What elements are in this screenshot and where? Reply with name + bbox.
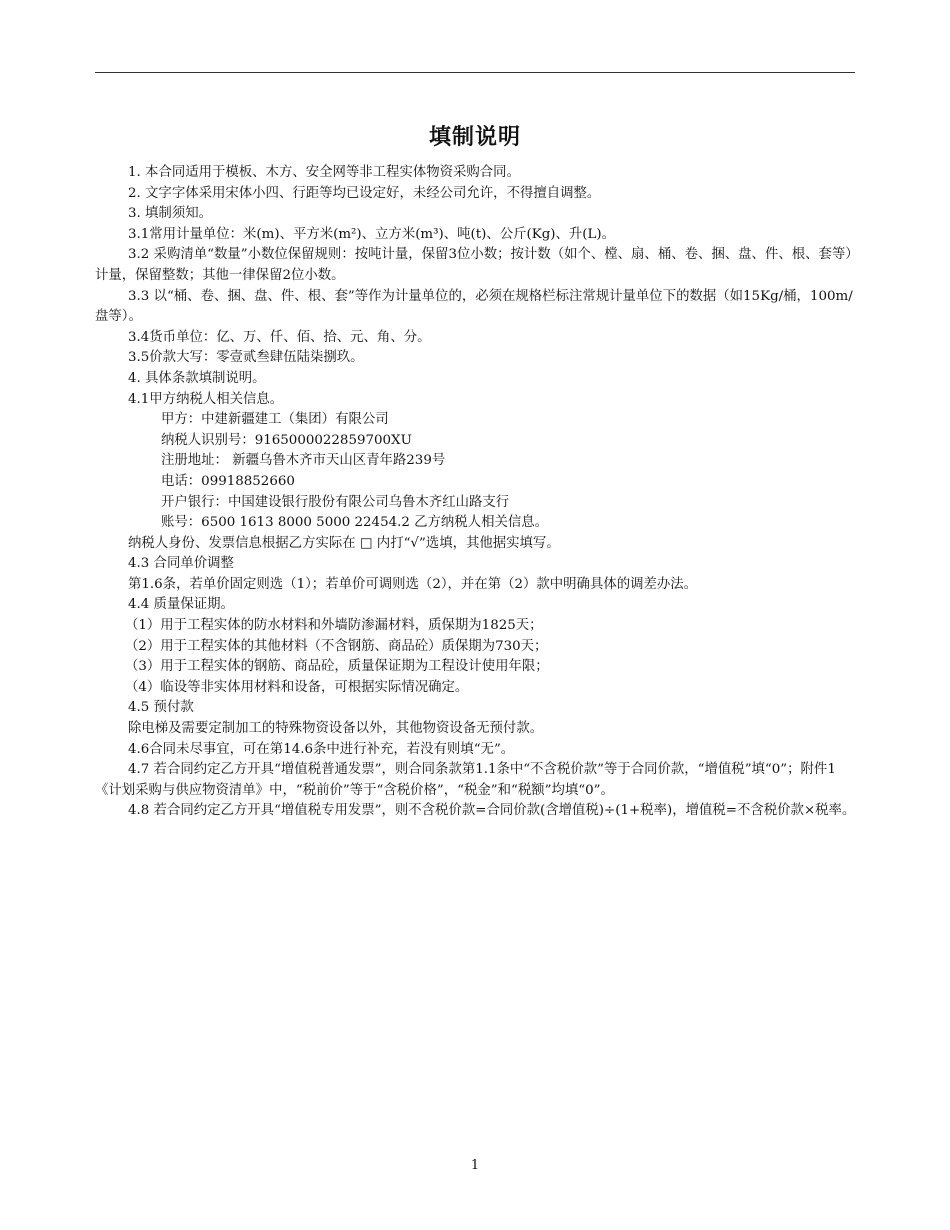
item-3-1: 3.1常用计量单位：米(m)、平方米(m²)、立方米(m³)、吨(t)、公斤(Kg)、升(L)。 [128, 226, 616, 242]
item-2: 2. 文字字体采用宋体小四、行距等均已设定好，未经公司允许，不得擅自调整。 [128, 185, 601, 201]
party-a-name: 甲方：中建新疆建工（集团）有限公司 [161, 412, 389, 428]
item-4-4: 4.4 质量保证期。 [128, 597, 234, 613]
bank: 开户银行：中国建设银行股份有限公司乌鲁木齐红山路支行 [161, 494, 510, 510]
phone: 电话：09918852660 [161, 473, 295, 489]
page-title: 填制说明 [428, 125, 521, 150]
instructions-body [95, 163, 857, 822]
item-4: 4. 具体条款填制说明。 [128, 370, 266, 386]
taxpayer-id: 纳税人识别号：9165000022859700XU [161, 432, 412, 448]
warranty-3: （3）用于工程实体的钢筋、商品砼，质量保证期为工程设计使用年限； [125, 659, 549, 675]
item-4-5-text: 除电梯及需要定制加工的特殊物资设备以外，其他物资设备无预付款。 [128, 721, 544, 737]
item-4-3: 4.3 合同单价调整 [128, 556, 234, 572]
account-number: 账号：6500 1613 8000 5000 22454.2 乙方纳税人相关信息。 [161, 515, 549, 531]
item-4-7: 4.7 若合同约定乙方开具“增值税普通发票”，则合同条款第1.1条中“不含税价款”等于合同价款，“增值税”填“0”；附件1《计划采购与供应物资清单》中，“税前价”等于“含税价格”，“税金”和“税额”均填“0”。 [95, 762, 836, 798]
warranty-4: （4）临设等非实体用材料和设备，可根据实际情况确定。 [125, 679, 469, 695]
item-3: 3. 填制须知。 [128, 206, 212, 222]
warranty-2: （2）用于工程实体的其他材料（不含钢筋、商品砼）质保期为730天； [125, 638, 548, 654]
item-1: 1. 本合同适用于模板、木方、安全网等非工程实体物资采购合同。 [128, 165, 520, 180]
item-4-5: 4.5 预付款 [128, 700, 194, 716]
item-4-8: 4.8 若合同约定乙方开具“增值税专用发票”，则不含税价款=合同价款(含增值税)÷(1+税率)，增值税=不含税价款×税率。 [128, 803, 856, 819]
item-3-5: 3.5价款大写：零壹贰叁肆伍陆柒捌玖。 [128, 350, 364, 366]
warranty-1: （1）用于工程实体的防水材料和外墙防渗漏材料，质保期为1825天； [125, 618, 543, 634]
taxpayer-identity-note: 纳税人身份、发票信息根据乙方实际在 □ 内打“√”选填，其他据实填写。 [128, 535, 560, 551]
item-3-4: 3.4货币单位：亿、万、仟、佰、拾、元、角、分。 [128, 329, 431, 345]
page-number: 1 [470, 1158, 480, 1173]
item-3-3: 3.3 以“桶、卷、捆、盘、件、根、套”等作为计量单位的，必须在规格栏标注常规计量单位下的数据（如15Kg/桶，100m/盘等）。 [95, 288, 853, 325]
header-rule [95, 72, 855, 73]
registered-address: 注册地址： 新疆乌鲁木齐市天山区青年路239号 [161, 453, 446, 469]
item-4-6: 4.6合同未尽事宜，可在第14.6条中进行补充，若没有则填“无”。 [128, 741, 515, 757]
item-4-1: 4.1甲方纳税人相关信息。 [128, 391, 284, 407]
item-3-2: 3.2 采购清单“数量”小数位保留规则：按吨计量，保留3位小数；按计数（如个、樘、扇、桶、卷、捆、盘、件、根、套等）计量，保留整数；其他一律保留2位小数。 [95, 247, 852, 283]
item-4-3-text: 第1.6条，若单价固定则选（1）；若单价可调则选（2），并在第（2）款中明确具体的调差办法。 [128, 576, 698, 592]
